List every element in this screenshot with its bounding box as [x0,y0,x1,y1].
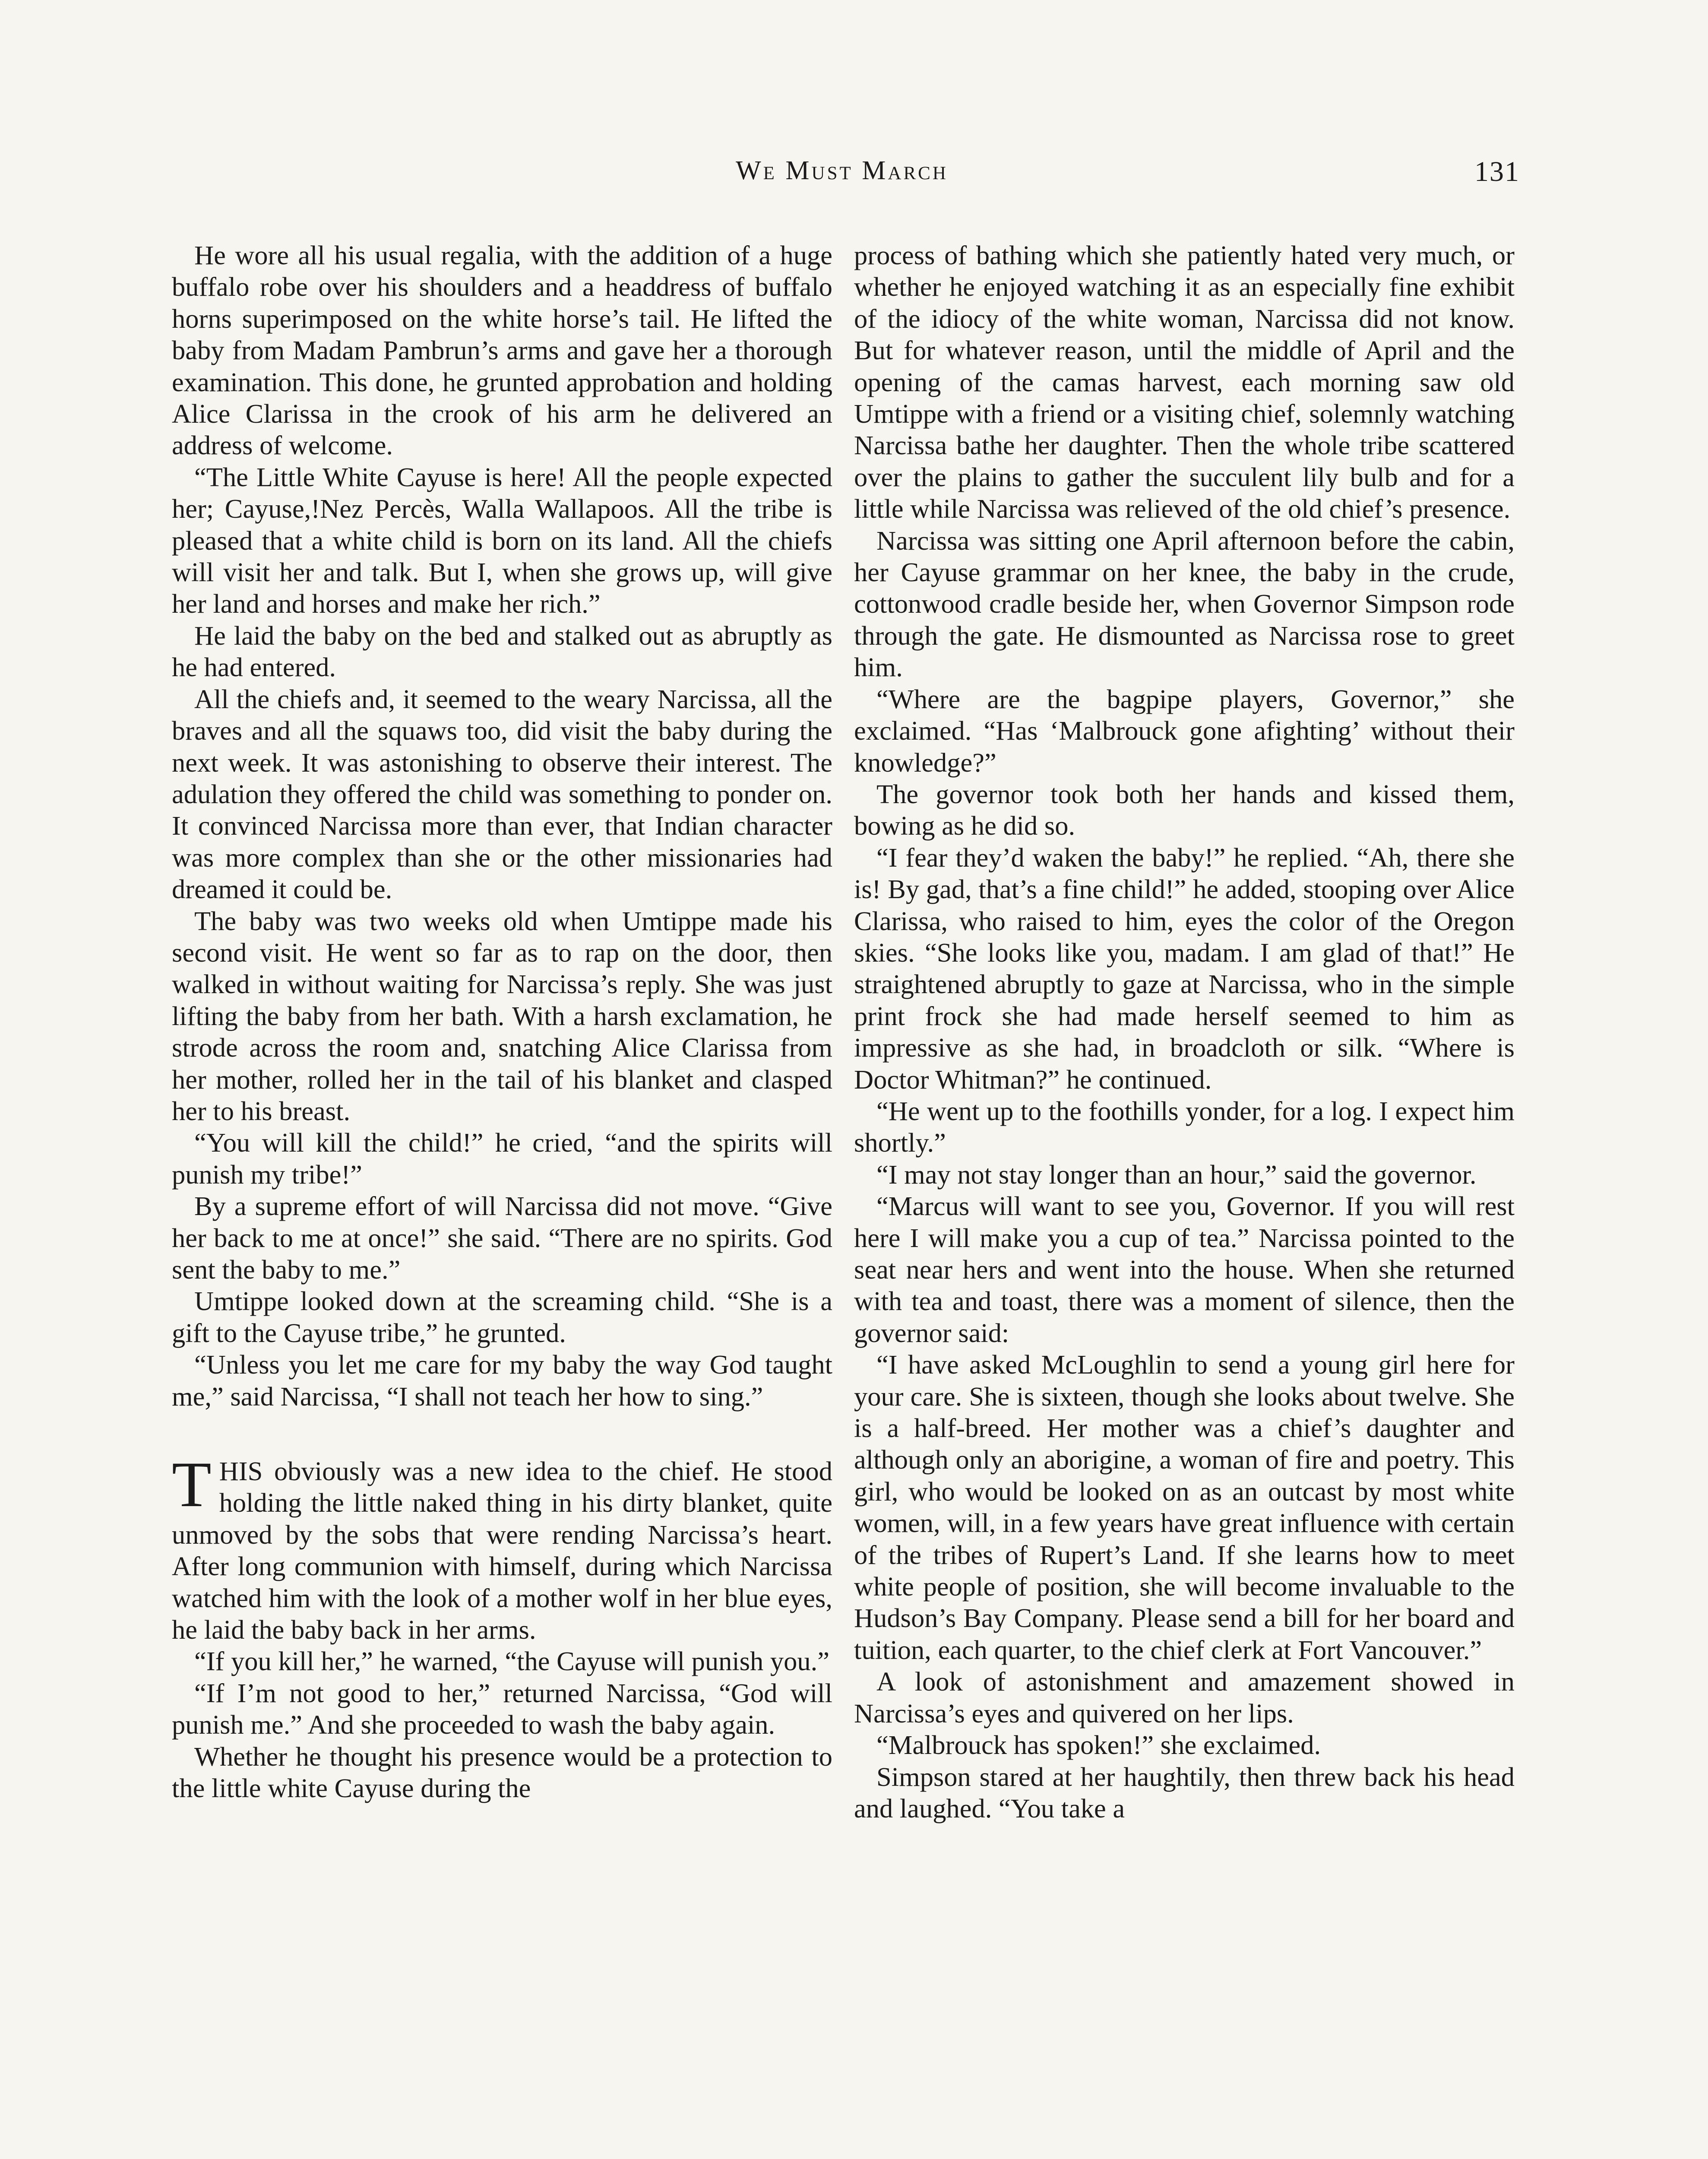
paragraph: “Malbrouck has spoken!” she exclaimed. [876,1730,1321,1760]
right-column [854,240,1515,1824]
section-opening-text: HIS obviously was a new idea to the chief. He stood holding the little naked thing in his dirty blanket, quite unmoved by the sobs that were rending Narcissa’s heart. After long communion with himself, during which Narcissa watched him with the look of a mother wolf in her blue eyes, he laid the baby back in her arms. [172,1456,832,1645]
paragraph: He laid the baby on the bed and stalked out as abruptly as he had entered. [172,620,832,683]
paragraph: “If I’m not good to her,” returned Narcissa, “God will punish me.” And she proceeded to wash the baby again. [172,1678,832,1740]
section-break [172,1412,832,1456]
paragraph: All the chiefs and, it seemed to the weary Narcissa, all the braves and all the squaws too, did visit the baby during the next week. It was astonishing to observe their interest. The adulation they offered the child was something to ponder on. It convinced Narcissa more than ever, that Indian character was more complex than she or the other missionaries had dreamed it could be. [172,684,832,905]
paragraph: “I fear they’d waken the baby!” he replied. “Ah, there she is! By gad, that’s a fine child!” he added, stooping over Alice Clarissa, who raised to him, eyes the color of the Oregon skies. “She looks like you, madam. I am glad of that!” He straightened abruptly to gaze at Narcissa, who in the simple print frock she had made herself seemed to him as impressive as she had, in broadcloth or silk. “Where is Doctor Whitman?” he continued. [854,842,1515,1095]
paragraph: The governor took both her hands and kissed them, bowing as he did so. [854,779,1515,841]
section-opening-paragraph [172,1449,832,1646]
paragraph: “Marcus will want to see you, Governor. If you will rest here I will make you a cup of tea.” Narcissa pointed to the seat near hers and went into the house. When she returned with tea and toast, there was a moment of silence, then the governor said: [854,1191,1515,1348]
paragraph: A look of astonishment and amazement showed in Narcissa’s eyes and quivered on her lips. [854,1666,1515,1728]
running-title: We Must March [736,156,948,185]
paragraph: The baby was two weeks old when Umtippe made his second visit. He went so far as to rap on the door, then walked in without waiting for Narcissa’s reply. She was just lifting the baby from her bath. With a harsh exclamation, he strode across the room and, snatching Alice Clarissa from her mother, rolled her in the tail of his blanket and clasped her to his breast. [172,905,832,1126]
paragraph: Simpson stared at her haughtily, then threw back his head and laughed. “You take a [854,1761,1515,1823]
paragraph: “You will kill the child!” he cried, “and the spirits will punish my tribe!” [172,1127,832,1190]
paragraph: “Where are the bagpipe players, Governor,” she exclaimed. “Has ‘Malbrouck gone afighting’ without their knowledge?” [854,684,1515,778]
paragraph: By a supreme effort of will Narcissa did not move. “Give her back to me at once!” she said. “There are no spirits. God sent the baby to me.” [172,1191,832,1285]
left-column [172,240,832,1804]
paragraph: “I have asked McLoughlin to send a young girl here for your care. She is sixteen, though she looks about twelve. She is a half-breed. Her mother was a chief’s daughter and although only an aborigine, a woman of fire and poetry. This girl, who would be looked on as an outcast by most white women, will, in a few years have great influence with certain of the tribes of Rupert’s Land. If she learns how to meet white people of position, she will become invaluable to the Hudson’s Bay Company. Please send a bill for her board and tuition, each quarter, to the chief clerk at Fort Vancouver.” [854,1349,1515,1665]
running-head [164,155,1520,203]
paragraph: “He went up to the foothills yonder, for a log. I expect him shortly.” [854,1095,1515,1158]
paragraph: “If you kill her,” he warned, “the Cayuse will punish you.” [194,1646,830,1677]
paragraph: Narcissa was sitting one April afternoon before the cabin, her Cayuse grammar on her knee, the baby in the crude, cottonwood cradle beside her, when Governor Simpson rode through the gate. He dismounted as Narcissa rose to greet him. [854,525,1515,683]
paragraph: He wore all his usual regalia, with the addition of a huge buffalo robe over his shoulders and a headdress of buffalo horns superimposed on the white horse’s tail. He lifted the baby from Madam Pambrun’s arms and gave her a thorough examination. This done, he grunted approbation and holding Alice Clarissa in the crook of his arm he delivered an address of welcome. [172,240,832,461]
paragraph: “Unless you let me care for my baby the way God taught me,” said Narcissa, “I shall not teach her how to sing.” [172,1349,832,1412]
paragraph: Whether he thought his presence would be a protection to the little white Cayuse during the [172,1741,832,1804]
paragraph: Umtippe looked down at the screaming child. “She is a gift to the Cayuse tribe,” he grunted. [172,1286,832,1348]
paragraph: “The Little White Cayuse is here! All the people expected her; Cayuse,!Nez Percès, Walla Wallapoos. All the tribe is pleased that a white child is born on its land. All the chiefs will visit her and talk. But I, when she grows up, will give her land and horses and make her rich.” [172,462,832,619]
paragraph: “I may not stay longer than an hour,” said the governor. [876,1159,1477,1190]
page-number: 131 [1474,156,1520,187]
drop-cap: T [172,1449,212,1521]
continued-paragraph: process of bathing which she patiently hated very much, or whether he enjoyed watching it as an especially fine exhibit of the idiocy of the white woman, Narcissa did not know. But for whatever reason, until the middle of April and the opening of the camas harvest, each morning saw old Umtippe with a friend or a visiting chief, solemnly watching Narcissa bathe her daughter. Then the whole tribe scattered over the plains to gather the succulent lily bulb and for a little while Narcissa was relieved of the old chief’s presence. [854,240,1515,524]
